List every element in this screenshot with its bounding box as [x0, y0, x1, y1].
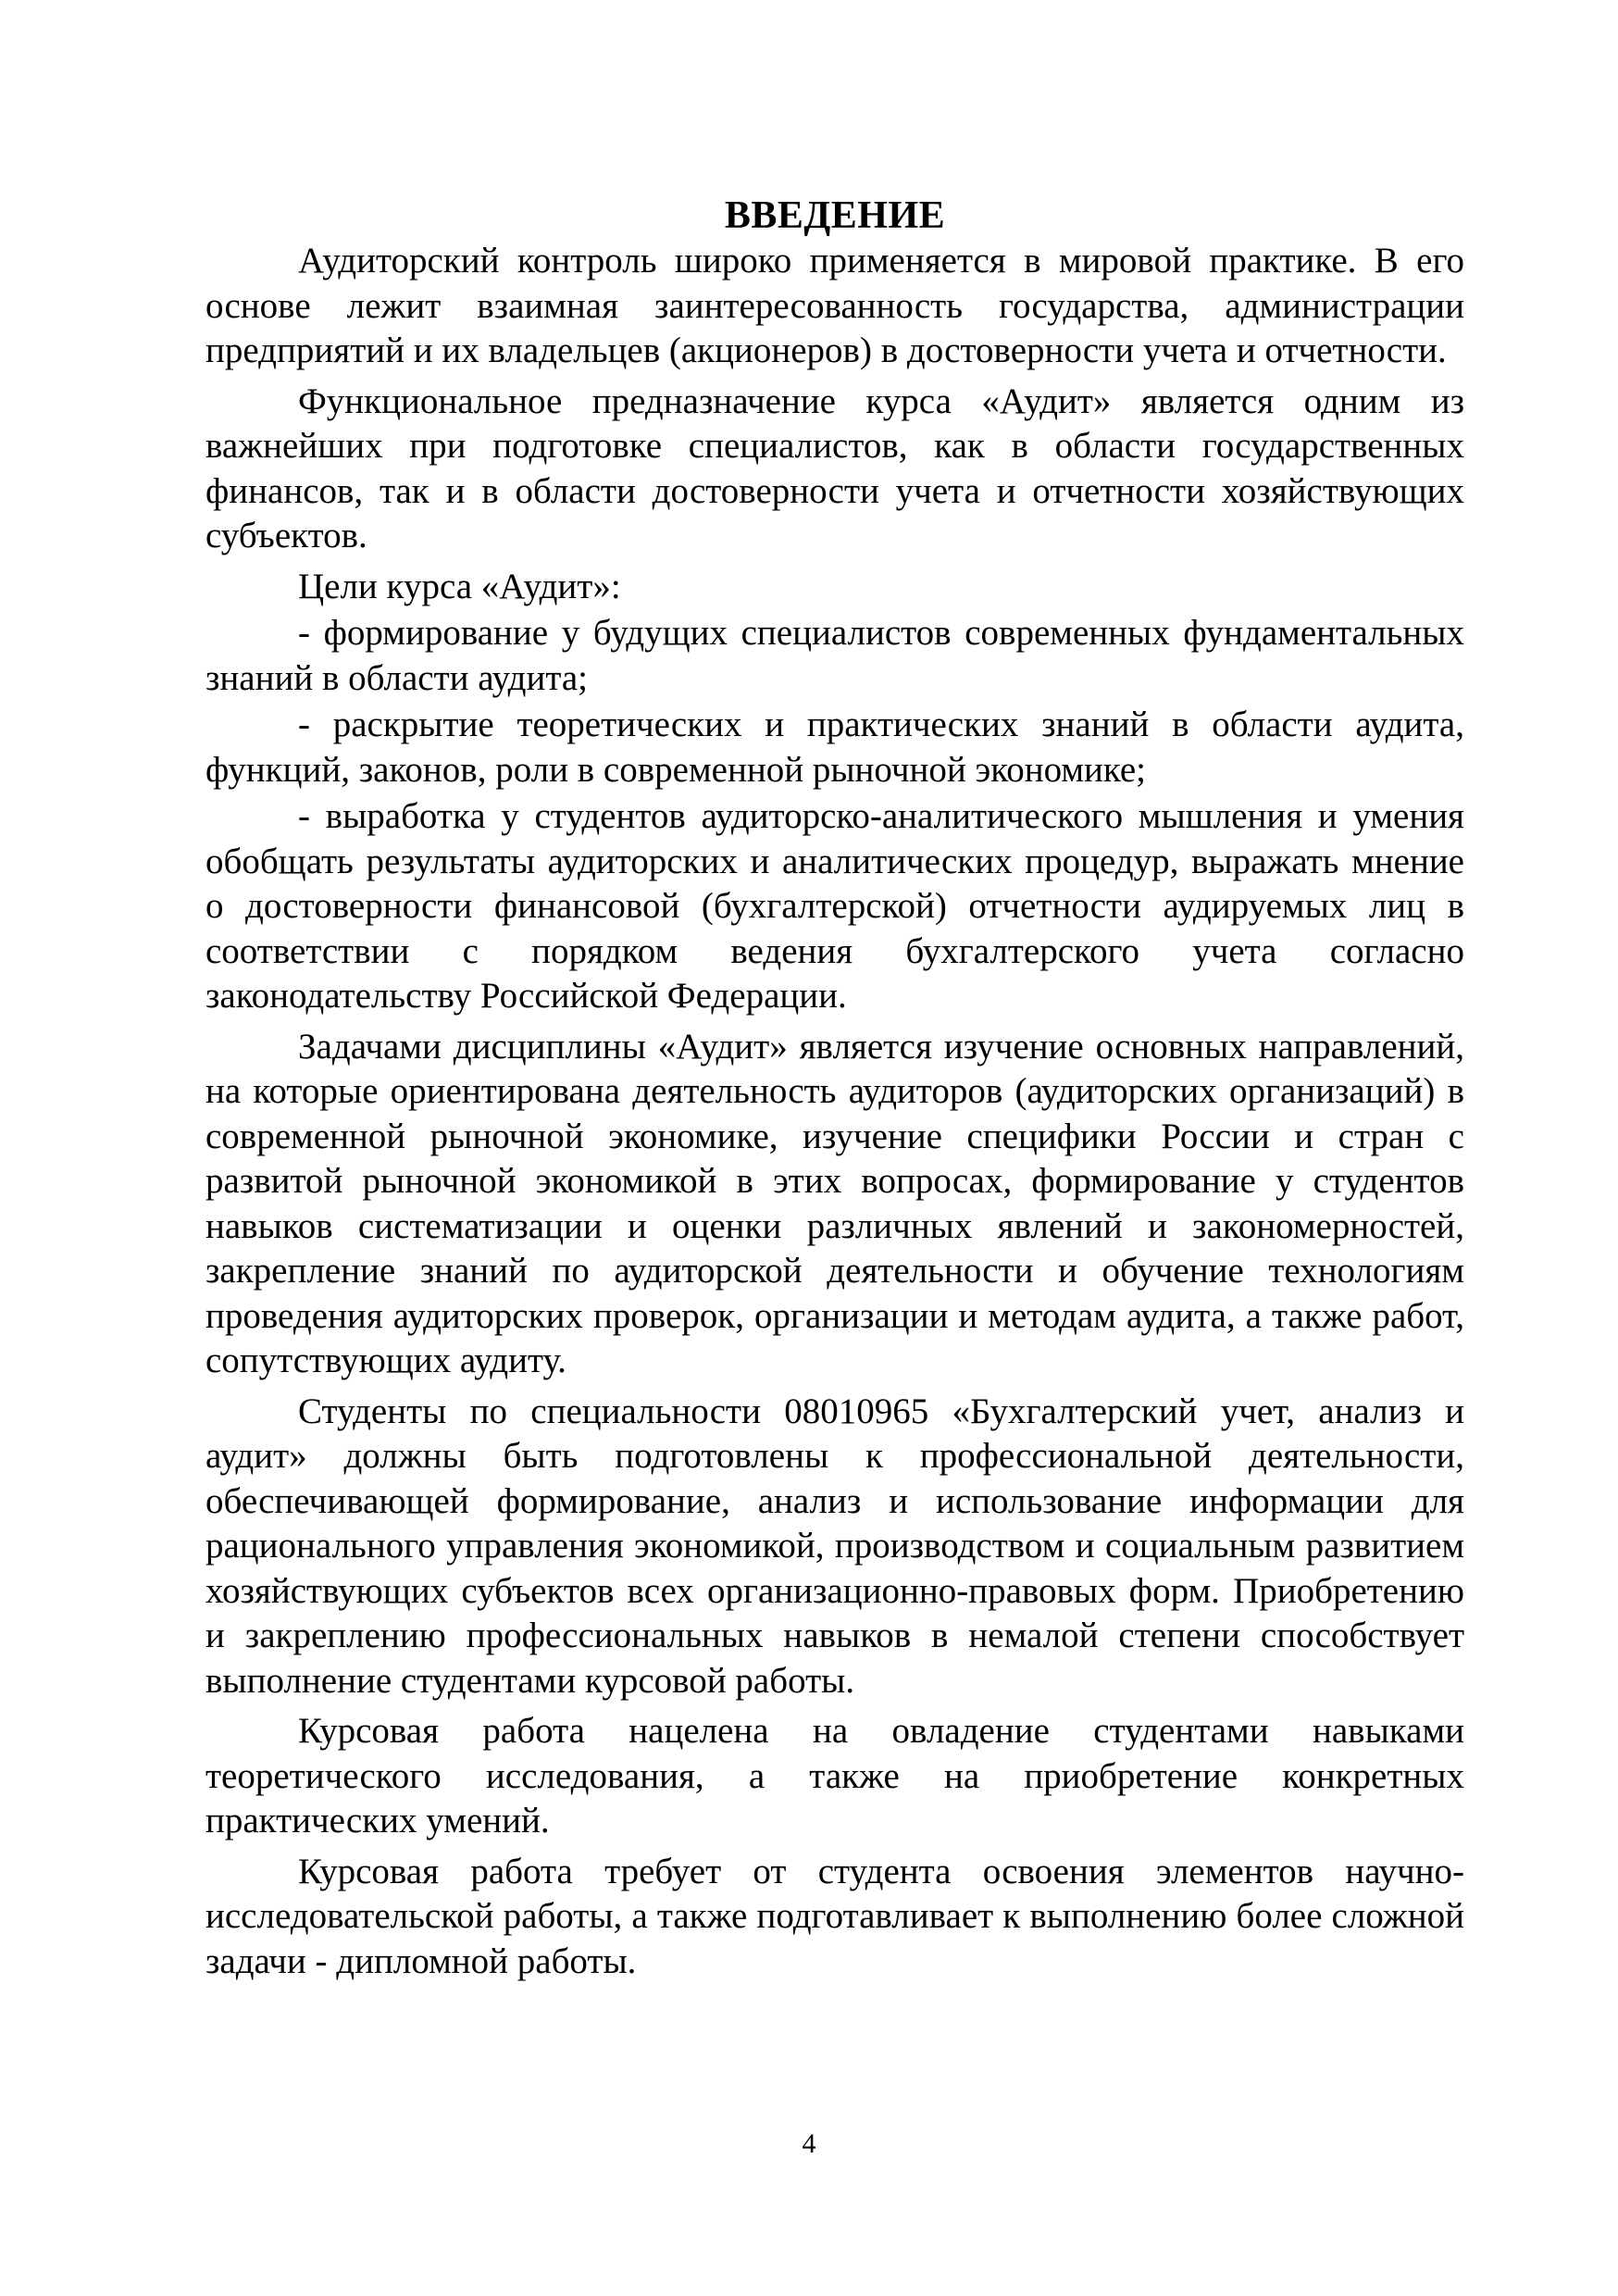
- paragraph-goals-heading: Цели курса «Аудит»:: [298, 566, 621, 606]
- page-number: 4: [802, 2128, 816, 2159]
- paragraph-students: Студенты по специальности 08010965 «Бухгалтерский учет, анализ и аудит» должны быть подготовлены к профессиональной деятельности, обеспечивающей формирование, анализ и использование информации для рационального управления экономикой, производством и социальным развитием хозяйствующих субъектов всех организационно-правовых форм. Приобретению и закреплению профессиональных навыков в немалой степени способствует выполнение студентами курсовой работы.: [205, 1391, 1464, 1701]
- list-item-goal-2: - раскрытие теоретических и практических знаний в области аудита, функций, законов, роли в современной рыночной экономике;: [205, 705, 1464, 790]
- page-title: ВВЕДЕНИЕ: [724, 194, 946, 237]
- page-content: [205, 193, 1464, 1990]
- paragraph-course-purpose: Функциональное предназначение курса «Аудит» является одним из важнейших при подготовке специалистов, как в области государственных финансов, так и в области достоверности учета и отчетности хозяйствующих субъектов.: [205, 381, 1464, 555]
- paragraph-intro: Аудиторский контроль широко применяется в мировой практике. В его основе лежит взаимная заинтересованность государства, администрации предприятий и их владельцев (акционеров) в достоверности учета и отчетности.: [205, 241, 1464, 370]
- paragraph-tasks: Задачами дисциплины «Аудит» является изучение основных направлений, на которые ориентирована деятельность аудиторов (аудиторских организаций) в современной рыночной экономике, изучение специфики России и стран с развитой рыночной экономикой в этих вопросах, формирование у студентов навыков систематизации и оценки различных явлений и закономерностей, закрепление знаний по аудиторской деятельности и обучение технологиям проведения аудиторских проверок, организации и методам аудита, а также работ, сопутствующих аудиту.: [205, 1026, 1464, 1380]
- paragraph-coursework-aim: Курсовая работа нацелена на овладение студентами навыками теоретического исследования, а также на приобретение конкретных практических умений.: [205, 1711, 1464, 1841]
- list-item-goal-1: - формирование у будущих специалистов современных фундаментальных знаний в области аудита;: [205, 613, 1464, 698]
- paragraph-coursework-requirements: Курсовая работа требует от студента освоения элементов научно-исследовательской работы, а также подготавливает к выполнению более сложной задачи - дипломной работы.: [205, 1851, 1464, 1981]
- list-item-goal-3: - выработка у студентов аудиторско-аналитического мышления и умения обобщать результаты аудиторских и аналитических процедур, выражать мнение о достоверности финансовой (бухгалтерской) отчетности аудируемых лиц в соответствии с порядком ведения бухгалтерского учета согласно законодательству Российской Федерации.: [205, 796, 1464, 1016]
